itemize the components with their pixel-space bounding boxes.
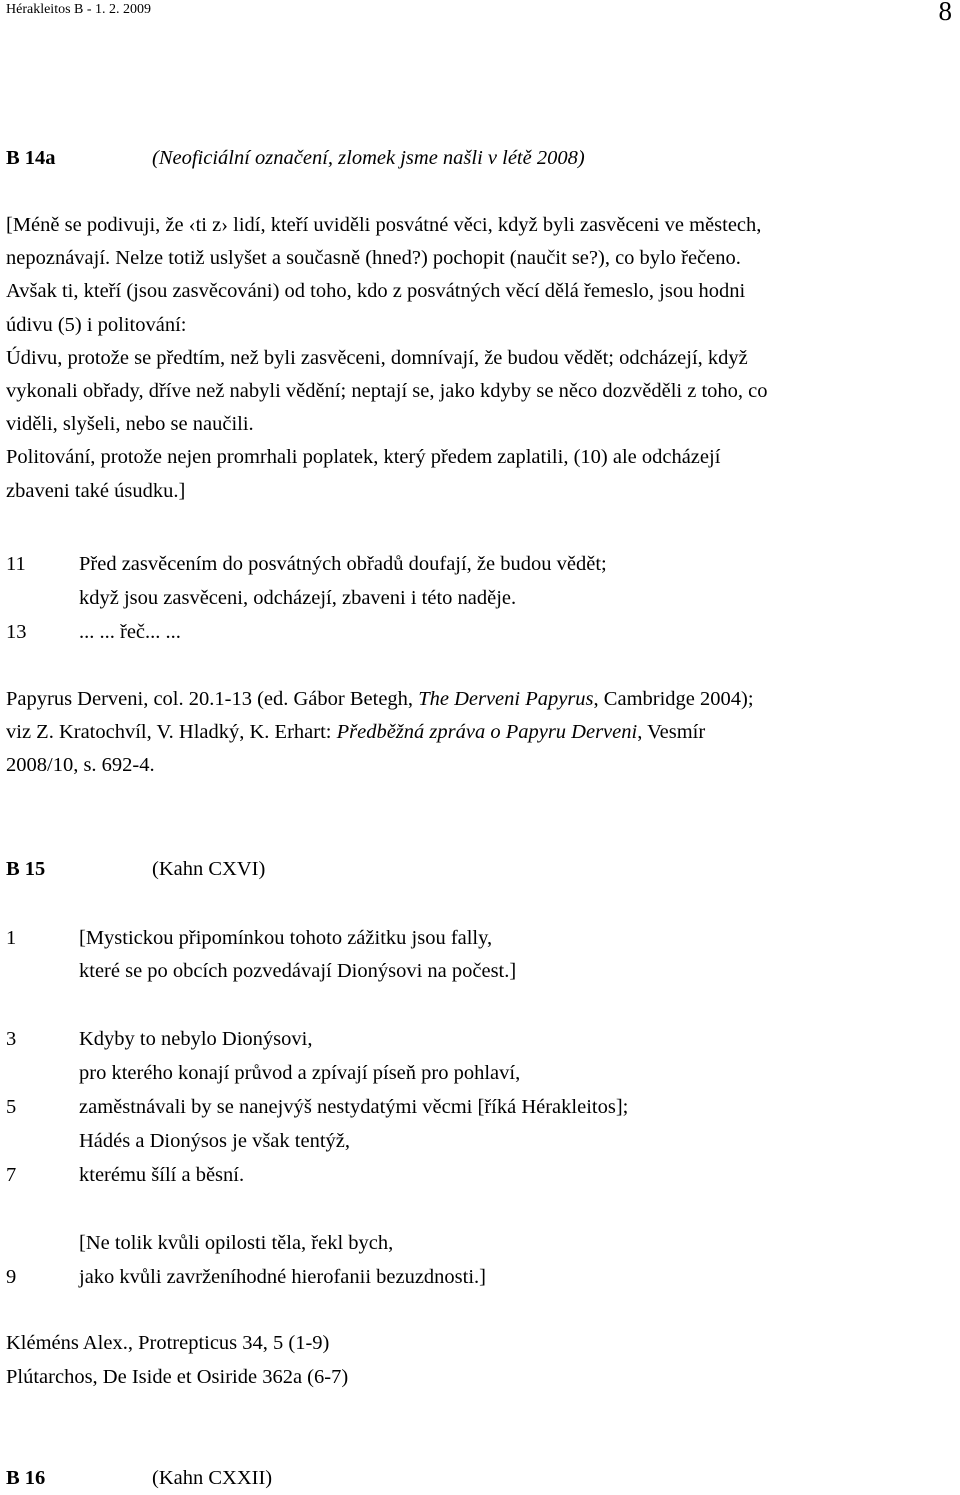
- prose-line: vykonali obřady, dříve než nabyli vědění; neptají se, jako kdyby se něco dozvěděli z toho, co: [6, 380, 768, 403]
- source-title: Předběžná zpráva o Papyru Derveni: [336, 721, 638, 743]
- verse-line: které se po obcích pozvedávají Dionýsovi na počest.]: [79, 960, 517, 982]
- source-citation-line: Plútarchos, De Iside et Osiride 362a (6-7): [6, 1366, 349, 1388]
- fragment-label-b15: B 15: [6, 858, 46, 880]
- source-text: Papyrus Derveni, col. 20.1-13 (ed. Gábor Betegh,: [6, 688, 419, 710]
- fragment-note-b14a: [152, 142, 585, 175]
- verse-line: Kdyby to nebylo Dionýsovi,: [79, 1028, 313, 1050]
- prose-line: [Méně se podivuji, že ‹ti z› lidí, kteří uviděli posvátné věci, když byli zasvěceni ve městech,: [6, 214, 762, 236]
- prose-line: viděli, slyšeli, nebo se naučili.: [6, 413, 254, 436]
- running-title: Hérakleitos B - 1. 2. 2009: [6, 2, 152, 17]
- fragment-label-b14a: B 14a: [6, 147, 56, 169]
- verse-line: když jsou zasvěceni, odcházejí, zbaveni i této naděje.: [79, 587, 517, 609]
- prose-line: zbaveni také úsudku.]: [6, 479, 186, 502]
- verse-number: 3: [6, 1028, 17, 1050]
- verse-line: Před zasvěcením do posvátných obřadů doufají, že budou vědět;: [79, 553, 607, 575]
- source-text: , Vesmír: [637, 721, 706, 743]
- source-citation-line: 2008/10, s. 692-4.: [6, 754, 155, 776]
- verse-line: Hádés a Dionýsos je však tentýž,: [79, 1130, 350, 1152]
- prose-line: nepoznávají. Nelze totiž uslyšet a současně (hned?) pochopit (naučit se?), co bylo řečeno.: [6, 247, 741, 270]
- verse-line: pro kterého konají průvod a zpívají píseň pro pohlaví,: [79, 1062, 521, 1084]
- fragment-label-b16: B 16: [6, 1467, 46, 1489]
- source-text: viz Z. Kratochvíl, V. Hladký, K. Erhart:: [6, 721, 337, 743]
- fragment-note-b16: (Kahn CXXII): [152, 1467, 273, 1489]
- fragment-note-b15: (Kahn CXVI): [152, 858, 266, 880]
- verse-line: [Mystickou připomínkou tohoto zážitku jsou fally,: [79, 927, 493, 949]
- verse-line: ... ... řeč... ...: [79, 621, 181, 643]
- verse-number: 9: [6, 1266, 17, 1288]
- verse-line: kterému šílí a běsní.: [79, 1164, 245, 1186]
- verse-number: 5: [6, 1096, 17, 1118]
- verse-line: [Ne tolik kvůli opilosti těla, řekl bych,: [79, 1232, 394, 1254]
- prose-line: Údivu, protože se předtím, než byli zasvěceni, domnívají, že budou vědět; odcházejí, když: [6, 346, 748, 369]
- fragment-prose-b14a: [6, 209, 954, 508]
- verse-line: jako kvůli zavrženíhodné hierofanii bezuzdnosti.]: [79, 1266, 487, 1288]
- verse-number: 11: [6, 553, 26, 575]
- verse-number: 13: [6, 621, 27, 643]
- page-number: 8: [938, 0, 952, 26]
- verse-line: zaměstnávali by se nanejvýš nestydatými věcmi [říká Hérakleitos];: [79, 1096, 629, 1118]
- source-citation-line: Kléméns Alex., Protrepticus 34, 5 (1-9): [6, 1332, 330, 1354]
- source-citation-line: [6, 683, 754, 716]
- verse-number: 7: [6, 1164, 17, 1186]
- source-text: , Cambridge 2004);: [593, 688, 754, 710]
- prose-line: Politování, protože nejen promrhali poplatek, který předem zaplatili, (10) ale odcházejí: [6, 446, 721, 469]
- source-title: The Derveni Papyrus: [418, 688, 594, 710]
- prose-line: Avšak ti, kteří (jsou zasvěcováni) od toho, kdo z posvátných věcí dělá řemeslo, jsou hodni: [6, 280, 746, 303]
- source-citation-line: [6, 716, 705, 749]
- fragment-note-b14a-text: (Neoficiální označení, zlomek jsme našli v létě 2008): [152, 147, 585, 169]
- prose-line: údivu (5) i politování:: [6, 313, 187, 336]
- verse-number: 1: [6, 927, 17, 949]
